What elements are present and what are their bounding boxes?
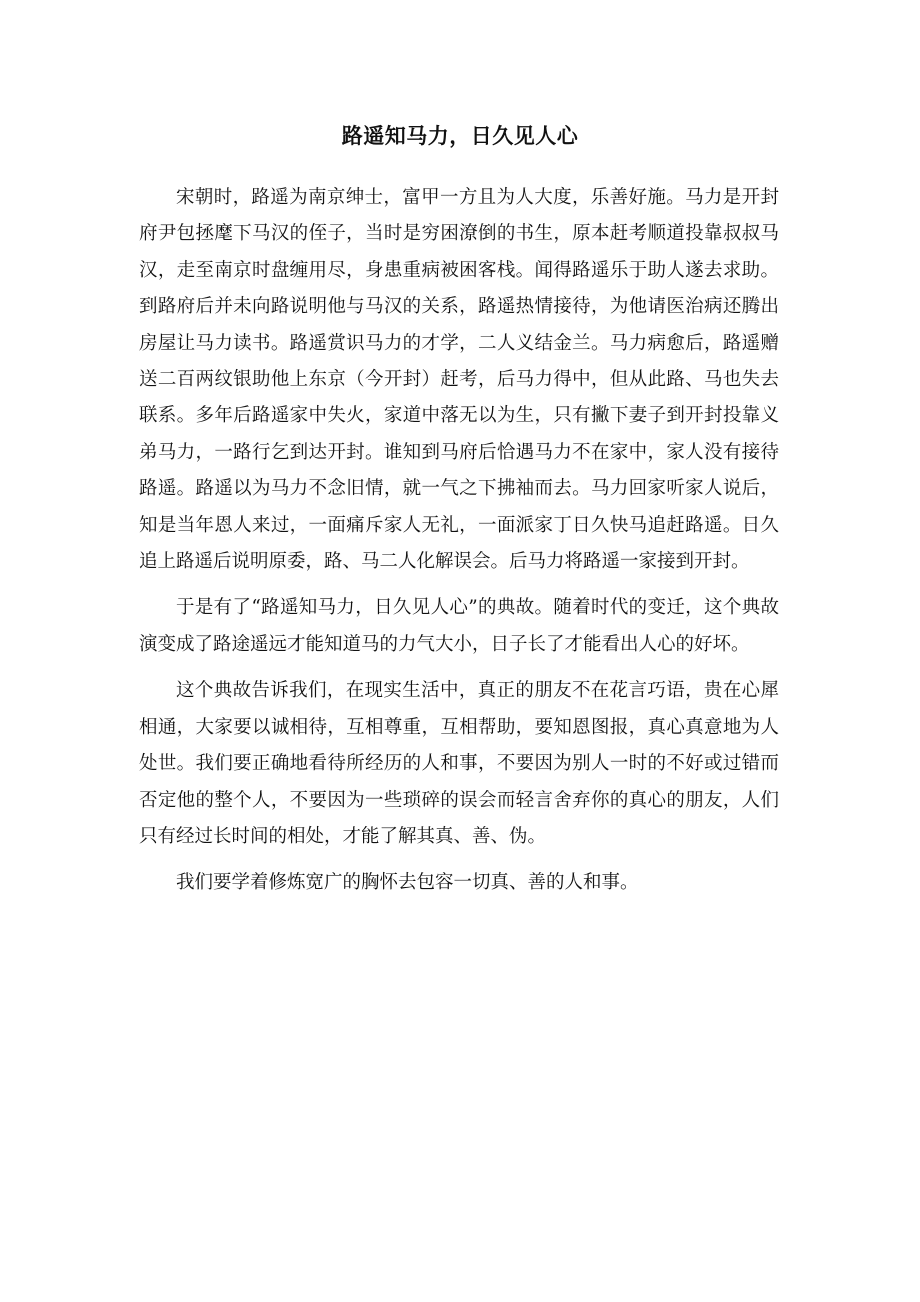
paragraph-conclusion: 我们要学着修炼宽广的胸怀去包容一切真、善的人和事。 bbox=[176, 872, 639, 894]
paragraph-origin: 于是有了“路遥知马力，日久见人心”的典故。随着时代的变迁，这个典故演变成了路途遥远才能知道马的力气大小，日子长了才能看出人心的好坏。 bbox=[139, 597, 779, 655]
document-body bbox=[139, 180, 779, 912]
paragraph-lesson: 这个典故告诉我们，在现实生活中，真正的朋友不在花言巧语，贵在心犀相通，大家要以诚相待，互相尊重，互相帮助，要知恩图报，真心真意地为人处世。我们要正确地看待所经历的人和事，不要因为别人一时的不好或过错而否定他的整个人，不要因为一些琐碎的误会而轻言舍弃你的真心的朋友，人们只有经过长时间的相处，才能了解其真、善、伪。 bbox=[139, 680, 779, 847]
document-title: 路遥知马力，日久见人心 bbox=[341, 123, 579, 148]
paragraph-story: 宋朝时，路遥为南京绅士，富甲一方且为人大度，乐善好施。马力是开封府尹包拯麾下马汉的侄子，当时是穷困潦倒的书生，原本赶考顺道投靠叔叔马汉，走至南京时盘缠用尽，身患重病被困客栈。闻得路遥乐于助人遂去求助。到路府后并未向路说明他与马汉的关系，路遥热情接待，为他请医治病还腾出房屋让马力读书。路遥赏识马力的才学，二人义结金兰。马力病愈后，路遥赠送二百两纹银助他上东京（今开封）赶考，后马力得中，但从此路、马也失去联系。多年后路遥家中失火，家道中落无以为生，只有撇下妻子到开封投靠义弟马力，一路行乞到达开封。谁知到马府后恰遇马力不在家中，家人没有接待路遥。路遥以为马力不念旧情，就一气之下拂袖而去。马力回家听家人说后，知是当年恩人来过，一面痛斥家人无礼，一面派家丁日久快马追赶路遥。日久追上路遥后说明原委，路、马二人化解误会。后马力将路遥一家接到开封。 bbox=[139, 187, 779, 573]
